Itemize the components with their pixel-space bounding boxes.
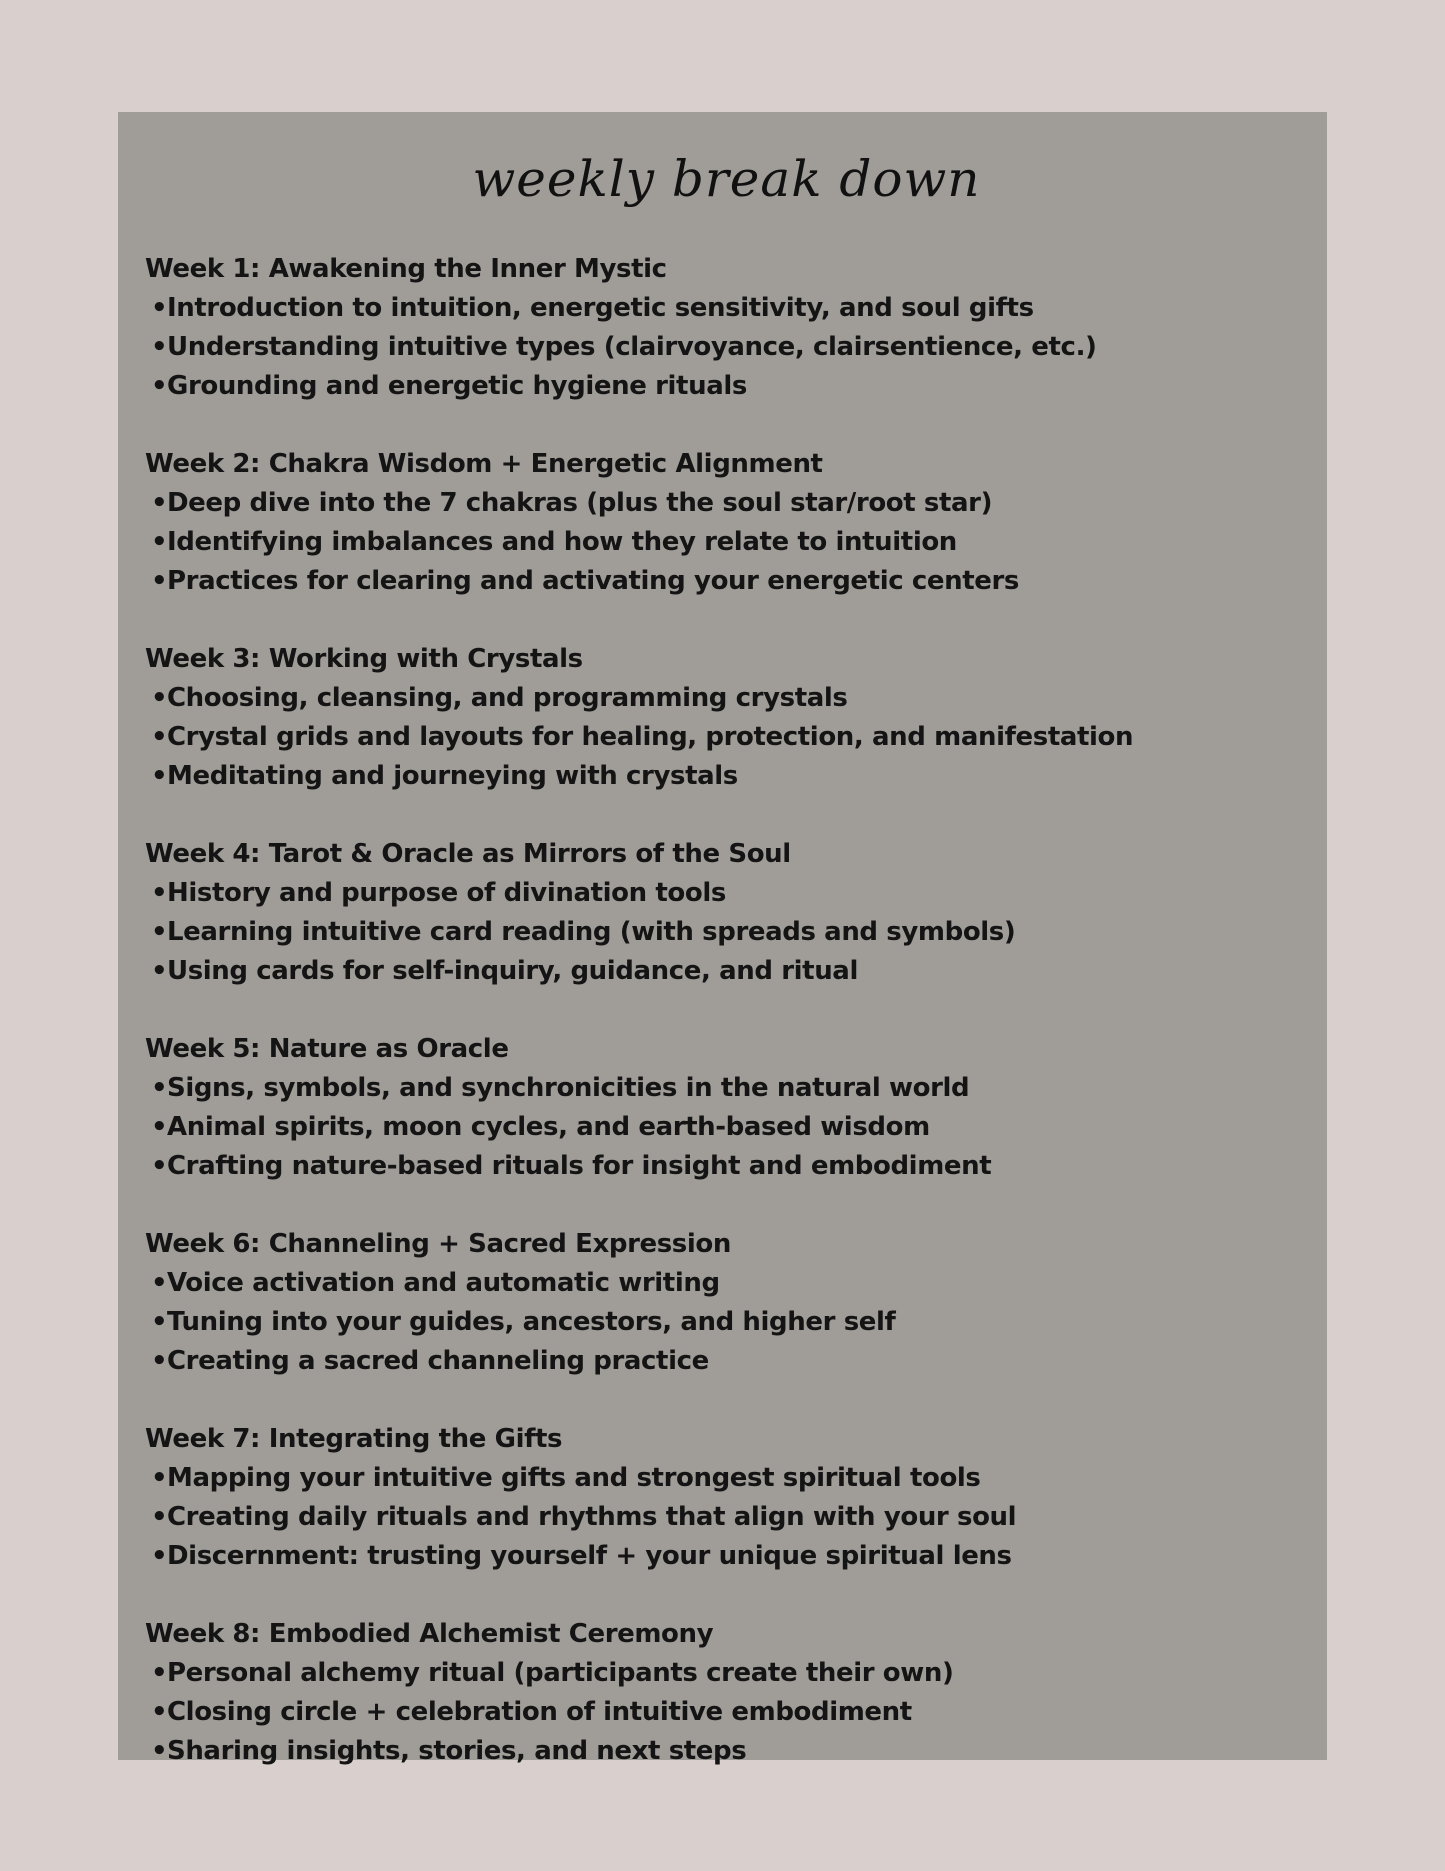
week-section-6 <box>145 1225 1295 1381</box>
week-topics-list <box>145 289 1295 406</box>
topic-text: Choosing, cleansing, and programming crystals <box>167 683 848 713</box>
week-topics-list <box>145 484 1295 601</box>
week-topics-list <box>145 679 1295 796</box>
week-topics-list <box>145 874 1295 991</box>
topic-text: Sharing insights, stories, and next steps <box>167 1736 747 1766</box>
topic-text: Personal alchemy ritual (participants create their own) <box>167 1658 954 1688</box>
bullet-icon: • <box>151 956 168 986</box>
week-topics-list <box>145 1654 1295 1771</box>
topic-list-item <box>145 1537 1295 1576</box>
topic-list-item <box>145 1654 1295 1693</box>
week-heading: Week 4: Tarot & Oracle as Mirrors of the Soul <box>145 839 791 869</box>
topic-text: Grounding and energetic hygiene rituals <box>167 371 747 401</box>
bullet-icon: • <box>151 1307 168 1337</box>
topic-text: Creating daily rituals and rhythms that align with your soul <box>167 1502 1017 1532</box>
topic-text: Closing circle + celebration of intuitive embodiment <box>167 1697 912 1727</box>
topic-list-item <box>145 1342 1295 1381</box>
bullet-icon: • <box>151 878 168 908</box>
week-section-7 <box>145 1420 1295 1576</box>
topic-list-item <box>145 562 1295 601</box>
topic-text: Deep dive into the 7 chakras (plus the soul star/root star) <box>167 488 993 518</box>
topic-text: Creating a sacred channeling practice <box>167 1346 709 1376</box>
topic-text: Crafting nature-based rituals for insight and embodiment <box>167 1151 992 1181</box>
topic-list-item <box>145 718 1295 757</box>
week-heading: Week 2: Chakra Wisdom + Energetic Alignment <box>145 449 823 479</box>
topic-list-item <box>145 1732 1295 1771</box>
bullet-icon: • <box>151 1346 168 1376</box>
bullet-icon: • <box>151 683 168 713</box>
week-topics-list <box>145 1069 1295 1186</box>
bullet-icon: • <box>151 1736 168 1766</box>
topic-list-item <box>145 1459 1295 1498</box>
week-heading: Week 6: Channeling + Sacred Expression <box>145 1229 731 1259</box>
week-topics-list <box>145 1459 1295 1576</box>
week-topics-list <box>145 1264 1295 1381</box>
topic-text: History and purpose of divination tools <box>167 878 726 908</box>
topic-text: Learning intuitive card reading (with spreads and symbols) <box>167 917 1016 947</box>
bullet-icon: • <box>151 332 168 362</box>
week-section-4 <box>145 835 1295 991</box>
bullet-icon: • <box>151 722 168 752</box>
topic-list-item <box>145 1264 1295 1303</box>
topic-text: Discernment: trusting yourself + your unique spiritual lens <box>167 1541 1012 1571</box>
week-section-8 <box>145 1615 1295 1771</box>
topic-list-item <box>145 874 1295 913</box>
bullet-icon: • <box>151 371 168 401</box>
topic-list-item <box>145 289 1295 328</box>
bullet-icon: • <box>151 1151 168 1181</box>
topic-text: Animal spirits, moon cycles, and earth-based wisdom <box>167 1112 930 1142</box>
topic-list-item <box>145 1303 1295 1342</box>
week-section-2 <box>145 445 1295 601</box>
topic-list-item <box>145 328 1295 367</box>
topic-text: Identifying imbalances and how they relate to intuition <box>167 527 957 557</box>
page-title: weekly break down <box>472 150 981 208</box>
topic-list-item <box>145 484 1295 523</box>
topic-text: Practices for clearing and activating your energetic centers <box>167 566 1019 596</box>
bullet-icon: • <box>151 1268 168 1298</box>
topic-list-item <box>145 1498 1295 1537</box>
bullet-icon: • <box>151 488 168 518</box>
topic-text: Mapping your intuitive gifts and strongest spiritual tools <box>167 1463 981 1493</box>
topic-text: Tuning into your guides, ancestors, and higher self <box>167 1307 896 1337</box>
topic-text: Voice activation and automatic writing <box>167 1268 720 1298</box>
topic-list-item <box>145 1147 1295 1186</box>
topic-text: Crystal grids and layouts for healing, protection, and manifestation <box>167 722 1134 752</box>
week-heading: Week 7: Integrating the Gifts <box>145 1424 563 1454</box>
bullet-icon: • <box>151 1697 168 1727</box>
bullet-icon: • <box>151 917 168 947</box>
topic-list-item <box>145 1069 1295 1108</box>
topic-text: Meditating and journeying with crystals <box>167 761 738 791</box>
topic-text: Understanding intuitive types (clairvoyance, clairsentience, etc.) <box>167 332 1097 362</box>
bullet-icon: • <box>151 566 168 596</box>
topic-text: Using cards for self-inquiry, guidance, and ritual <box>167 956 858 986</box>
week-heading: Week 1: Awakening the Inner Mystic <box>145 254 667 284</box>
topic-list-item <box>145 1693 1295 1732</box>
topic-text: Introduction to intuition, energetic sensitivity, and soul gifts <box>167 293 1034 323</box>
bullet-icon: • <box>151 1502 168 1532</box>
topic-text: Signs, symbols, and synchronicities in the natural world <box>167 1073 970 1103</box>
bullet-icon: • <box>151 1541 168 1571</box>
bullet-icon: • <box>151 527 168 557</box>
bullet-icon: • <box>151 1658 168 1688</box>
week-section-5 <box>145 1030 1295 1186</box>
bullet-icon: • <box>151 293 168 323</box>
week-heading: Week 5: Nature as Oracle <box>145 1034 509 1064</box>
week-section-3 <box>145 640 1295 796</box>
topic-list-item <box>145 523 1295 562</box>
topic-list-item <box>145 913 1295 952</box>
topic-list-item <box>145 952 1295 991</box>
bullet-icon: • <box>151 761 168 791</box>
bullet-icon: • <box>151 1073 168 1103</box>
topic-list-item <box>145 757 1295 796</box>
weekly-breakdown <box>145 250 1295 1810</box>
week-section-1 <box>145 250 1295 406</box>
topic-list-item <box>145 367 1295 406</box>
topic-list-item <box>145 1108 1295 1147</box>
topic-list-item <box>145 679 1295 718</box>
bullet-icon: • <box>151 1112 168 1142</box>
week-heading: Week 8: Embodied Alchemist Ceremony <box>145 1619 714 1649</box>
week-heading: Week 3: Working with Crystals <box>145 644 583 674</box>
bullet-icon: • <box>151 1463 168 1493</box>
